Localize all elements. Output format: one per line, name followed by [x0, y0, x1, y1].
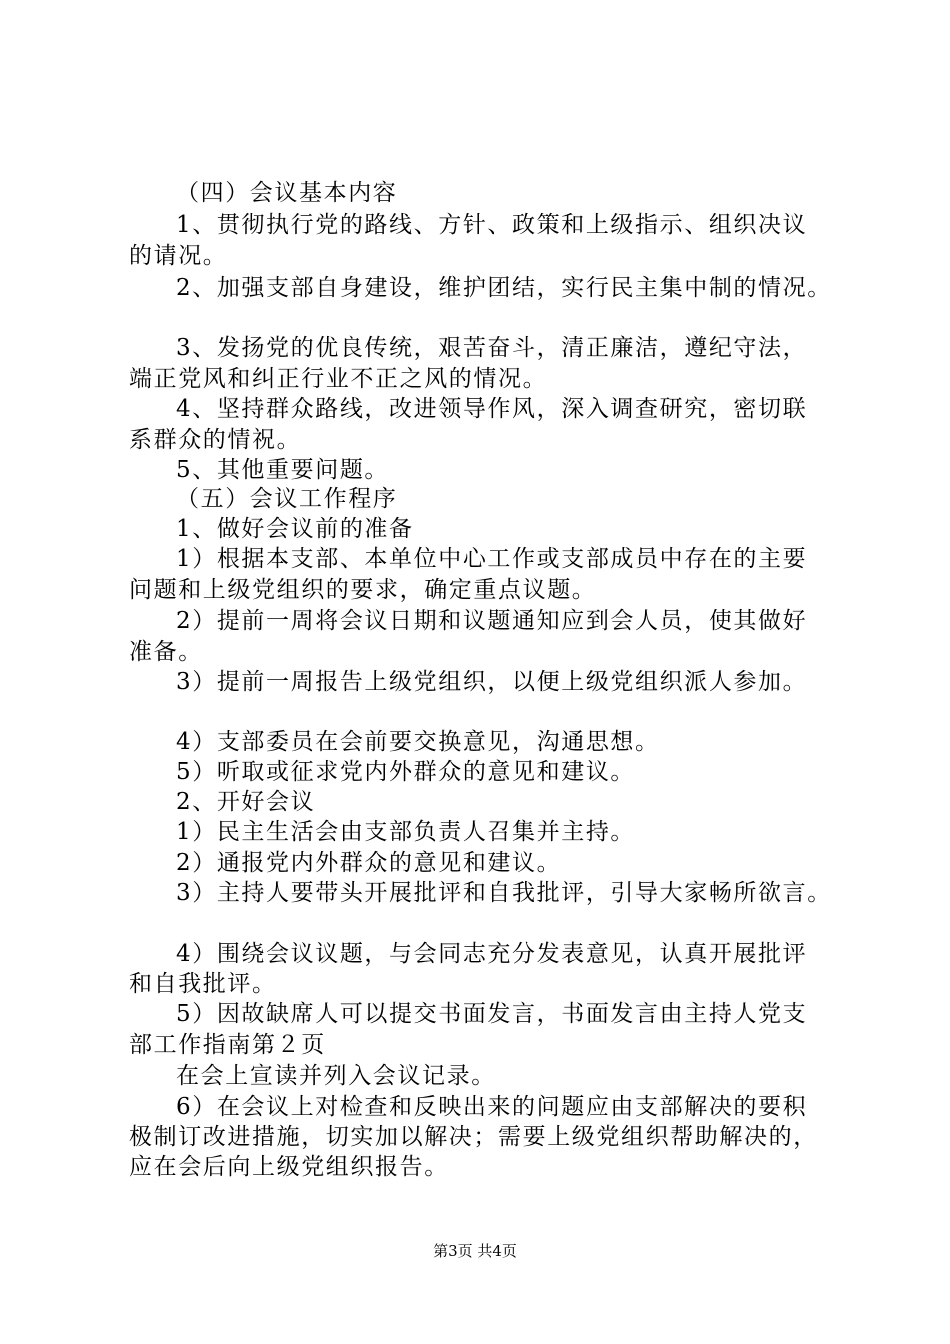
paragraph-line: 的请况。	[129, 243, 228, 269]
paragraph-line: 应在会后向上级党组织报告。	[129, 1154, 449, 1180]
paragraph-line: 6）在会议上对检查和反映出来的问题应由支部解决的要积	[176, 1094, 808, 1120]
section-heading-5: （五）会议工作程序	[176, 486, 398, 512]
paragraph-line: 系群众的情祝。	[129, 427, 302, 453]
paragraph-line: 1）民主生活会由支部负责人召集并主持。	[176, 819, 636, 845]
paragraph-line: 极制订改进措施，切实加以解决；需要上级党组织帮助解决的，	[129, 1124, 818, 1150]
paragraph-line: 2）通报党内外群众的意见和建议。	[176, 850, 562, 876]
paragraph-line: 1、贯彻执行党的路线、方针、政策和上级指示、组织决议	[176, 212, 808, 238]
paragraph-line: 1、做好会议前的准备	[176, 516, 414, 542]
paragraph-line: 2）提前一周将会议日期和议题通知应到会人员，使其做好	[176, 608, 808, 634]
paragraph-line: 部工作指南第２页	[129, 1032, 326, 1058]
paragraph-line: 3）提前一周报告上级党组织，以便上级党组织派人参加。	[176, 669, 808, 695]
paragraph-line: 3、发扬党的优良传统，艰苦奋斗，清正廉洁，遵纪守法，	[176, 335, 808, 361]
paragraph-line: 5）听取或征求党内外群众的意见和建议。	[176, 759, 636, 785]
paragraph-line: 4、坚持群众路线，改进领导作风，深入调查研究，密切联	[176, 396, 808, 422]
paragraph-line: 4）围绕会议议题，与会同志充分发表意见，认真开展批评	[176, 941, 808, 967]
paragraph-line: 问题和上级党组织的要求，确定重点议题。	[129, 577, 597, 603]
paragraph-line: 5、其他重要问题。	[176, 457, 390, 483]
paragraph-line: 和自我批评。	[129, 971, 277, 997]
paragraph-line: 在会上宣读并列入会议记录。	[176, 1063, 496, 1089]
paragraph-line: 3）主持人要带头开展批评和自我批评，引导大家畅所欲言。	[176, 880, 832, 906]
section-heading-4: （四）会议基本内容	[176, 180, 398, 206]
paragraph-line: 4）支部委员在会前要交换意见，沟通思想。	[176, 729, 660, 755]
page-footer: 第3页 共4页	[433, 1242, 517, 1260]
paragraph-line: 1）根据本支部、本单位中心工作或支部成员中存在的主要	[176, 546, 808, 572]
paragraph-line: 2、开好会议	[176, 789, 316, 815]
paragraph-line: 2、加强支部自身建设，维护团结，实行民主集中制的情况。	[176, 275, 832, 301]
paragraph-line: 5）因故缺席人可以提交书面发言，书面发言由主持人党支	[176, 1001, 808, 1027]
paragraph-line: 端正党风和纠正行业不正之风的情况。	[129, 366, 548, 392]
paragraph-line: 准备。	[129, 639, 203, 665]
